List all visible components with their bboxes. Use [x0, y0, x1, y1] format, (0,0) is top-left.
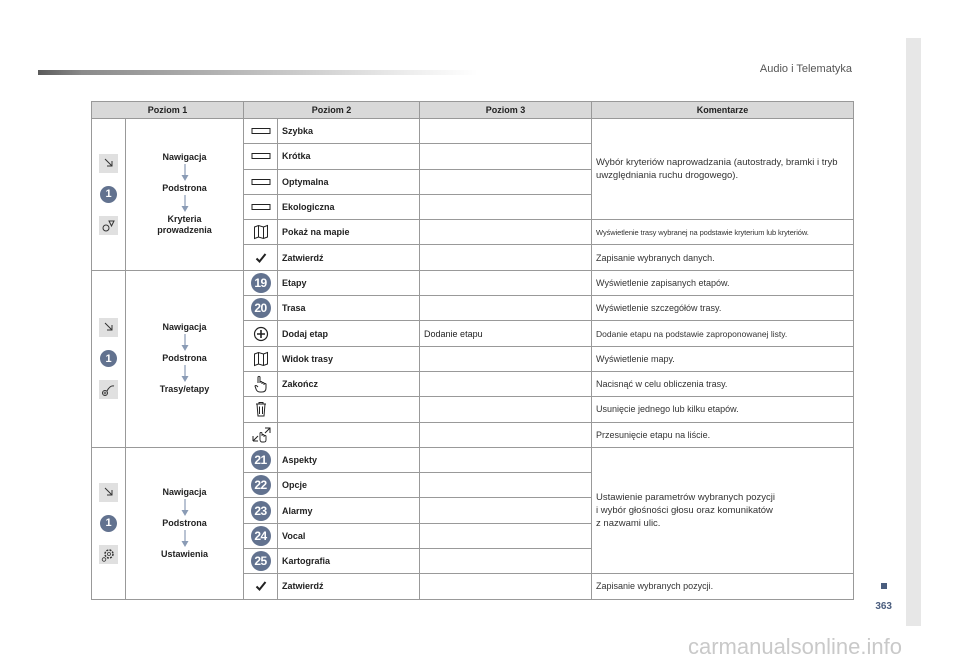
comment-text: Wybór kryteriów naprowadzania (autostrady, bramki i tryb uwzględniania ruchu drogowego). [596, 157, 838, 182]
level0-icons [92, 119, 126, 271]
level1-path [126, 270, 244, 447]
level3-label [420, 169, 592, 194]
comment-line: i wybór głośności głosu oraz komunikatów [596, 505, 773, 517]
comment-line: z nazwami ulic. [596, 518, 661, 530]
plus-icon [250, 324, 272, 344]
level2-label: Krótka [278, 144, 420, 169]
path-step: Nawigacja [162, 152, 207, 163]
level3-label [420, 473, 592, 498]
arrow-down-icon [180, 334, 190, 352]
level3-label [420, 144, 592, 169]
level2-label: Zatwierdź [278, 574, 420, 599]
check-icon [250, 248, 272, 268]
level3-label [420, 194, 592, 219]
row-icon-cell [244, 422, 278, 447]
number-badge: 23 [251, 501, 271, 521]
level3-label [420, 119, 592, 144]
row-icon-cell [244, 220, 278, 245]
level2-label [278, 422, 420, 447]
level3-label [420, 397, 592, 422]
row-icon-cell [244, 321, 278, 346]
comment-cell: Wyświetlenie szczegółów trasy. [592, 296, 854, 321]
level1-path [126, 447, 244, 599]
comment-line: Ustawienie parametrów wybranych pozycji [596, 492, 776, 504]
step-badge: 1 [100, 350, 117, 367]
step-badge: 1 [100, 515, 117, 532]
arrow-down-icon [180, 530, 190, 548]
section-title: Audio i Telematyka [759, 63, 852, 75]
path-step: Ustawienia [160, 548, 209, 559]
number-badge: 19 [251, 273, 271, 293]
level2-label: Vocal [278, 523, 420, 548]
comment-cell: Przesunięcie etapu na liście. [592, 422, 854, 447]
level2-label: Szybka [278, 119, 420, 144]
level1-path [126, 119, 244, 271]
row-icon-cell [244, 523, 278, 548]
level2-label: Etapy [278, 270, 420, 295]
bar-icon [250, 172, 272, 192]
navigation-arrow-icon [99, 318, 118, 337]
trash-icon [250, 399, 272, 419]
row-icon-cell [244, 144, 278, 169]
row-icon-cell [244, 574, 278, 599]
level3-label [420, 498, 592, 523]
navigation-arrow-icon [99, 483, 118, 502]
comment-cell: Wyświetlenie mapy. [592, 346, 854, 371]
level3-label [420, 346, 592, 371]
header-rule [38, 70, 478, 75]
level3-label [420, 270, 592, 295]
number-badge: 20 [251, 298, 271, 318]
bar-icon [250, 121, 272, 141]
row-icon-cell [244, 346, 278, 371]
table-row [92, 270, 854, 295]
step-badge: 1 [100, 186, 117, 203]
comment-cell [592, 119, 854, 220]
navigation-arrow-icon [99, 154, 118, 173]
level2-label: Kartografia [278, 549, 420, 574]
col-header-comments: Komentarze [592, 102, 854, 119]
path-step: Podstrona [162, 517, 207, 528]
number-badge: 24 [251, 526, 271, 546]
check-icon [250, 576, 272, 596]
arrow-down-icon [180, 164, 190, 182]
path-step: Nawigacja [162, 486, 207, 497]
comment-cell: Zapisanie wybranych danych. [592, 245, 854, 270]
path-step: Podstrona [162, 353, 207, 364]
level2-label: Trasa [278, 296, 420, 321]
row-icon-cell [244, 169, 278, 194]
number-badge: 21 [251, 450, 271, 470]
level3-label [420, 447, 592, 472]
level3-label [420, 422, 592, 447]
level2-label: Ekologiczna [278, 194, 420, 219]
col-header-level3: Poziom 3 [420, 102, 592, 119]
settings-gear-icon [99, 545, 118, 564]
comment-cell: Zapisanie wybranych pozycji. [592, 574, 854, 599]
comment-cell: Wyświetlenie trasy wybranej na podstawie kryterium lub kryteriów. [592, 220, 854, 245]
watermark: carmanualsonline.info [687, 634, 902, 659]
number-badge: 25 [251, 551, 271, 571]
table-header-row [92, 102, 854, 119]
level3-label: Dodanie etapu [420, 321, 592, 346]
level0-icons [92, 447, 126, 599]
row-icon-cell [244, 549, 278, 574]
level3-label [420, 574, 592, 599]
level3-label [420, 549, 592, 574]
arrow-down-icon [180, 195, 190, 213]
level2-label: Alarmy [278, 498, 420, 523]
row-icon-cell [244, 245, 278, 270]
comment-cell: Wyświetlenie zapisanych etapów. [592, 270, 854, 295]
level2-label: Aspekty [278, 447, 420, 472]
path-step: Kryteria prowadzenia [157, 214, 212, 236]
row-icon-cell [244, 270, 278, 295]
level2-label: Widok trasy [278, 346, 420, 371]
level2-label: Dodaj etap [278, 321, 420, 346]
row-icon-cell [244, 296, 278, 321]
move-icon [250, 425, 272, 445]
row-icon-cell [244, 397, 278, 422]
bar-icon [250, 197, 272, 217]
row-icon-cell [244, 473, 278, 498]
row-icon-cell [244, 194, 278, 219]
map-icon [250, 349, 272, 369]
comment-cell: Usunięcie jednego lub kilku etapów. [592, 397, 854, 422]
level3-label [420, 523, 592, 548]
col-header-level1: Poziom 1 [92, 102, 244, 119]
page-number: 363 [875, 601, 892, 612]
row-icon-cell [244, 447, 278, 472]
level0-icons [92, 270, 126, 447]
level2-label: Optymalna [278, 169, 420, 194]
number-badge: 22 [251, 475, 271, 495]
path-step: Podstrona [162, 183, 207, 194]
level2-label: Pokaż na mapie [278, 220, 420, 245]
map-icon [250, 222, 272, 242]
comment-cell: Nacisnąć w celu obliczenia trasy. [592, 371, 854, 396]
arrow-down-icon [180, 365, 190, 383]
level2-label: Opcje [278, 473, 420, 498]
level3-label [420, 220, 592, 245]
row-icon-cell [244, 119, 278, 144]
level3-label [420, 296, 592, 321]
level3-label [420, 371, 592, 396]
side-strip [906, 38, 921, 626]
table-row [92, 119, 854, 144]
arrow-down-icon [180, 499, 190, 517]
bar-icon [250, 146, 272, 166]
path-step: Trasy/etapy [159, 384, 210, 395]
level3-label [420, 245, 592, 270]
hand-icon [250, 374, 272, 394]
page-marker [881, 583, 887, 589]
col-header-level2: Poziom 2 [244, 102, 420, 119]
path-step: Nawigacja [162, 322, 207, 333]
level2-label: Zatwierdź [278, 245, 420, 270]
row-icon-cell [244, 371, 278, 396]
table-row [92, 447, 854, 472]
route-waypoints-icon [99, 380, 118, 399]
comment-cell [592, 447, 854, 573]
comment-cell: Dodanie etapu na podstawie zaproponowanej listy. [592, 321, 854, 346]
row-icon-cell [244, 498, 278, 523]
level2-label [278, 397, 420, 422]
menu-table [91, 101, 854, 600]
route-settings-icon [99, 216, 118, 235]
level2-label: Zakończ [278, 371, 420, 396]
